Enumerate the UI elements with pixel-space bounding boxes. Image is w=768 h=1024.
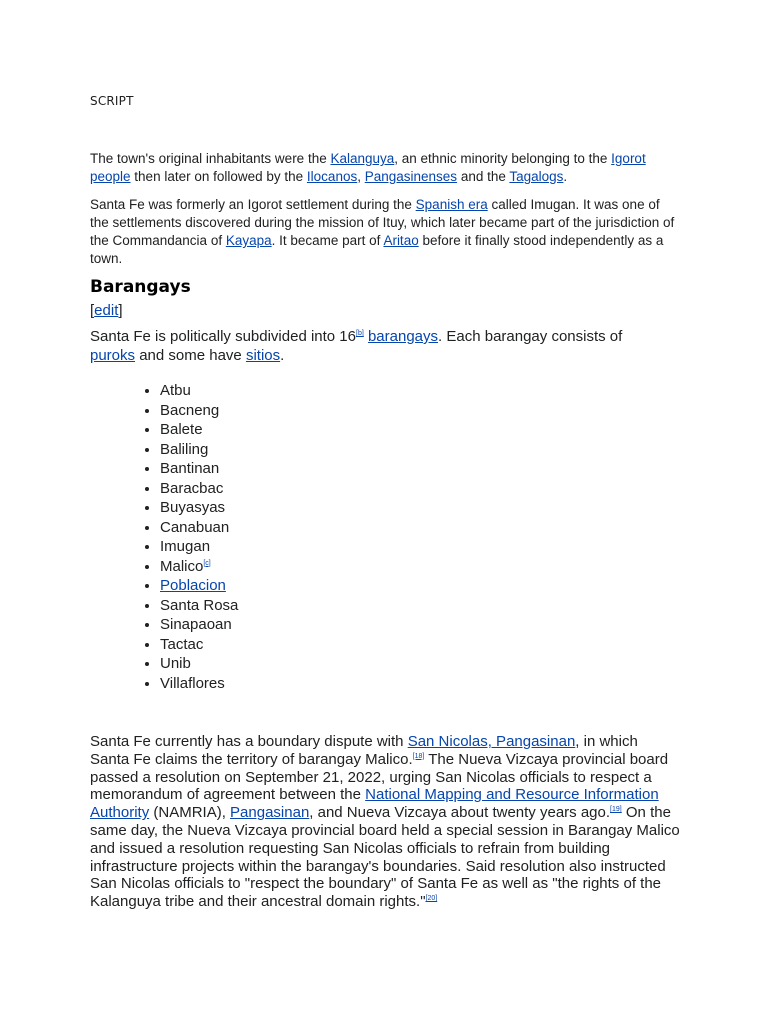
barangay-name: Tactac — [160, 635, 204, 653]
edit-section: [edit] — [90, 302, 123, 319]
link-sitios[interactable]: sitios — [245, 347, 281, 364]
barangay-list-item — [160, 674, 238, 694]
section-heading-barangays: Barangays — [90, 277, 191, 297]
barangay-name: Imugan — [160, 538, 211, 555]
footnote-19: [19] — [610, 806, 622, 814]
paragraph-inhabitants: The town's original inhabitants were the Kalanguya, an ethnic minority belonging to the Igorot people then later on followed by the Ilocanos, Pangasinenses and the Tagalogs. — [90, 151, 646, 184]
footnote-b: [b] — [356, 330, 364, 337]
barangay-list-item — [160, 557, 238, 577]
link-tagalogs[interactable]: Tagalogs — [509, 169, 564, 184]
barangay-list-item[interactable] — [160, 576, 238, 596]
barangay-name: Villaflores — [160, 674, 225, 692]
barangay-name: Baliling — [160, 440, 209, 458]
link-igorot-people[interactable]: Igorot people — [90, 151, 646, 184]
barangay-list-item — [160, 615, 238, 635]
link-kayapa[interactable]: Kayapa — [225, 233, 272, 248]
paragraph-boundary-dispute: Santa Fe currently has a boundary dispute with San Nicolas, Pangasinan, in which Santa Fe claims the territory of barangay Malico.[18] The Nueva Vizcaya provincial board passed a resolution on September 21, 2022, urging San Nicolas officials to respect a memorandum of agreement between the National Mapping and Resource Information Authority (NAMRIA), Pangasinan, and Nueva Vizcaya about twenty years ago.[19] On the same day, the Nueva Vizcaya provincial board held a special session in Barangay Malico and issued a resolution requesting San Nicolas officials to refrain from building infrastructure projects within the barangay's boundaries. Said resolution also instructed San Nicolas officials to "respect the boundary" of Santa Fe as well as "the rights of the Kalanguya tribe and their ancestral domain rights."[20] — [90, 733, 680, 911]
barangay-list-item — [160, 459, 238, 479]
link-spanish-era[interactable]: Spanish era — [415, 197, 488, 212]
link-pangasinenses[interactable]: Pangasinenses — [364, 169, 458, 184]
footnote-18: [18] — [412, 752, 425, 760]
barangay-list-item — [160, 596, 238, 616]
barangay-name: Atbu — [160, 382, 191, 399]
footnote-20: [20] — [425, 895, 438, 903]
barangay-list-item — [160, 420, 238, 440]
barangay-list-item — [160, 381, 238, 401]
edit-link[interactable]: edit — [94, 302, 119, 319]
link-aritao[interactable]: Aritao — [383, 233, 419, 248]
barangay-list-item — [160, 518, 238, 538]
link-ilocanos[interactable]: Ilocanos — [306, 169, 358, 184]
footnote-c: [c] — [203, 559, 211, 567]
link-barangays[interactable]: barangays — [367, 328, 439, 345]
barangay-list-item — [160, 537, 238, 557]
barangay-list-item — [160, 635, 238, 655]
barangay-name: Baracbac — [160, 479, 224, 497]
paragraph-settlement: Santa Fe was formerly an Igorot settlement during the Spanish era called Imugan. It was one of the settlements discovered during the mission of Ituy, which later became part of the jurisdiction of the Commandancia of Kayapa. It became part of Aritao before it finally stood independently as a town. — [90, 197, 675, 266]
barangay-name: Bacneng — [160, 401, 220, 419]
barangay-list — [90, 381, 238, 693]
paragraph-subdivision: Santa Fe is politically subdivided into 16[b] barangays. Each barangay consists of puroks and some have sitios. — [90, 328, 623, 364]
barangay-name: Malico — [160, 557, 204, 575]
barangay-name: Bantinan — [160, 460, 220, 477]
barangay-list-item — [160, 498, 238, 518]
link-namria[interactable]: National Mapping and Resource Information Authority — [90, 786, 659, 822]
barangay-list-item — [160, 401, 238, 421]
barangay-list-item — [160, 479, 238, 499]
barangay-name: Balete — [160, 421, 203, 438]
link-barangay-poblacion[interactable]: Poblacion — [160, 577, 226, 594]
link-kalanguya[interactable]: Kalanguya — [330, 151, 395, 166]
barangay-name: Canabuan — [160, 518, 230, 536]
barangay-list-item — [160, 654, 238, 674]
link-san-nicolas-pangasinan[interactable]: San Nicolas, Pangasinan — [407, 733, 576, 750]
barangay-name: Sinapaoan — [160, 616, 232, 633]
barangay-name: Buyasyas — [160, 499, 226, 516]
barangay-name: Santa Rosa — [160, 596, 239, 614]
barangay-list-item — [160, 440, 238, 460]
script-label: SCRIPT — [90, 94, 134, 108]
link-pangasinan[interactable]: Pangasinan — [230, 804, 310, 822]
link-puroks[interactable]: puroks — [90, 347, 136, 364]
barangay-name: Unib — [160, 655, 191, 672]
